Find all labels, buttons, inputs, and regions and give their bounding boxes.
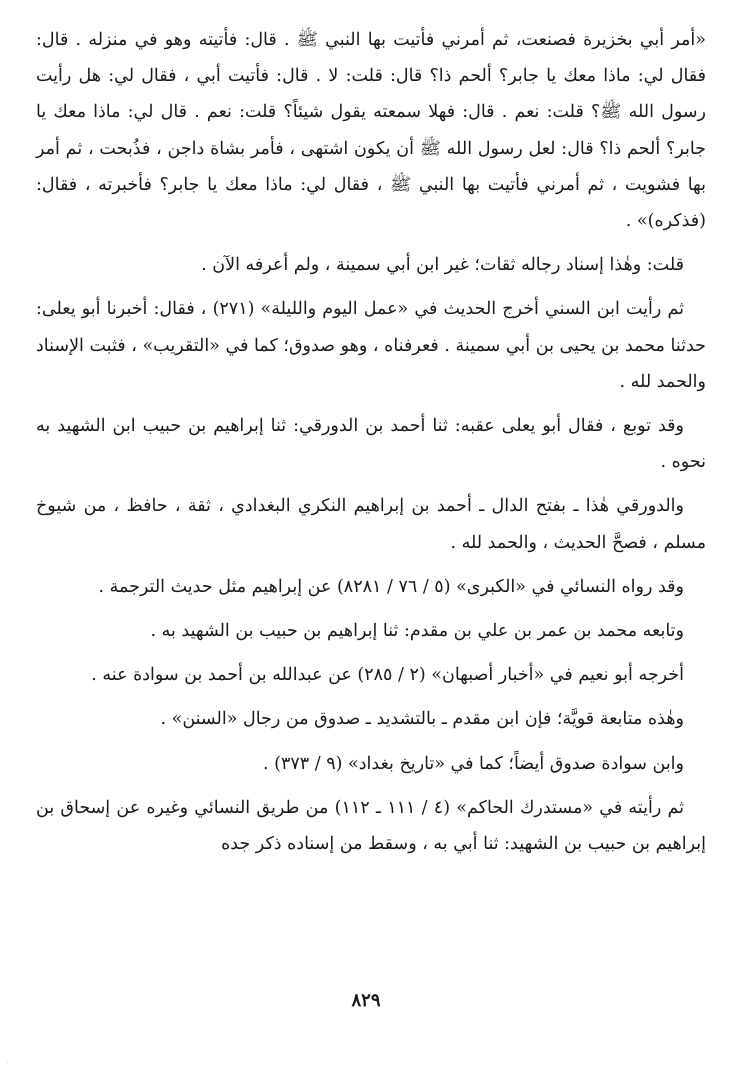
- paragraph-hadith-text: «أمر أبي بخزيرة فصنعت، ثم أمرني فأتيت بها النبي ﷺ . قال: فأتيته وهو في منزله . قال: فقال لي: ماذا معك يا جابر؟ ألحم ذا؟ قال: قلت: لا . قال: فأتيت أبي ، فقال لي: هل رأيت رسول الله ﷺ؟ قلت: نعم . قال: فهلا سمعته يقول شيئاً؟ قلت: نعم . قال لي: ماذا معك يا جابر؟ ألحم ذا؟ قال: لعل رسول الله ﷺ أن يكون اشتهى ، فأمر بشاة داجن ، فذُبحت ، ثم أمر بها فشويت ، ثم أمرني فأتيت بها النبي ﷺ ، فقال لي: ماذا معك يا جابر؟ فأخبرته ، فقال: (فذكره)» .: [36, 30, 706, 232]
- paragraph-corroboration: وقد توبع ، فقال أبو يعلى عقبه: ثنا أحمد بن الدورقي: ثنا إبراهيم بن حبيب ابن الشهيد به نحوه .: [36, 416, 706, 473]
- scan-mark: ·: [6, 1058, 9, 1067]
- paragraph-ibn-muqaddam: وتابعه محمد بن عمر بن علي بن مقدم: ثنا إبراهيم بن حبيب بن الشهيد به .: [150, 621, 684, 642]
- page-number: ٨٢٩: [351, 990, 381, 1011]
- paragraph-abu-nuaym-source: أخرجه أبو نعيم في «أخبار أصبهان» (٢ / ٢٨٥) عن عبدالله بن أحمد بن سوادة عنه .: [91, 665, 684, 686]
- paragraph-ibn-sawada: وابن سوادة صدوق أيضاً؛ كما في «تاريخ بغداد» (٩ / ٣٧٣) .: [263, 753, 684, 774]
- paragraph-hakim-source: ثم رأيته في «مستدرك الحاكم» (٤ / ١١١ ـ ١١٢) من طريق النسائي وغيره عن إسحاق بن إبراهيم بن حبيب بن الشهيد: ثنا أبي به ، وسقط من إسناده ذكر جده: [36, 797, 706, 855]
- paragraph-nasai-source: وقد رواه النسائي في «الكبرى» (٥ / ٧٦ / ٨٢٨١) عن إبراهيم مثل حديث الترجمة .: [98, 576, 684, 597]
- paragraph-dawraqi-note: والدورقي هٰذا ـ بفتح الدال ـ أحمد بن إبراهيم النكري البغدادي ، ثقة ، حافظ ، من شيوخ مسلم ، فصحَّ الحديث ، والحمد لله .: [36, 496, 706, 553]
- paragraph-strong-corroboration: وهٰذه متابعة قويَّة؛ فإن ابن مقدم ـ بالتشديد ـ صدوق من رجال «السنن» .: [160, 709, 684, 730]
- paragraph-ibn-sunni-source: ثم رأيت ابن السني أخرج الحديث في «عمل اليوم والليلة» (٢٧١) ، فقال: أخبرنا أبو يعلى: حدثنا محمد بن يحيى بن أبي سمينة . فعرفناه ، وهو صدوق؛ كما في «التقريب» ، فثبت الإسناد والحمد لله .: [36, 299, 706, 392]
- paragraph-isnad-note: قلت: وهٰذا إسناد رجاله ثقات؛ غير ابن أبي سمينة ، ولم أعرفه الآن .: [201, 255, 684, 276]
- page-body: [36, 22, 706, 862]
